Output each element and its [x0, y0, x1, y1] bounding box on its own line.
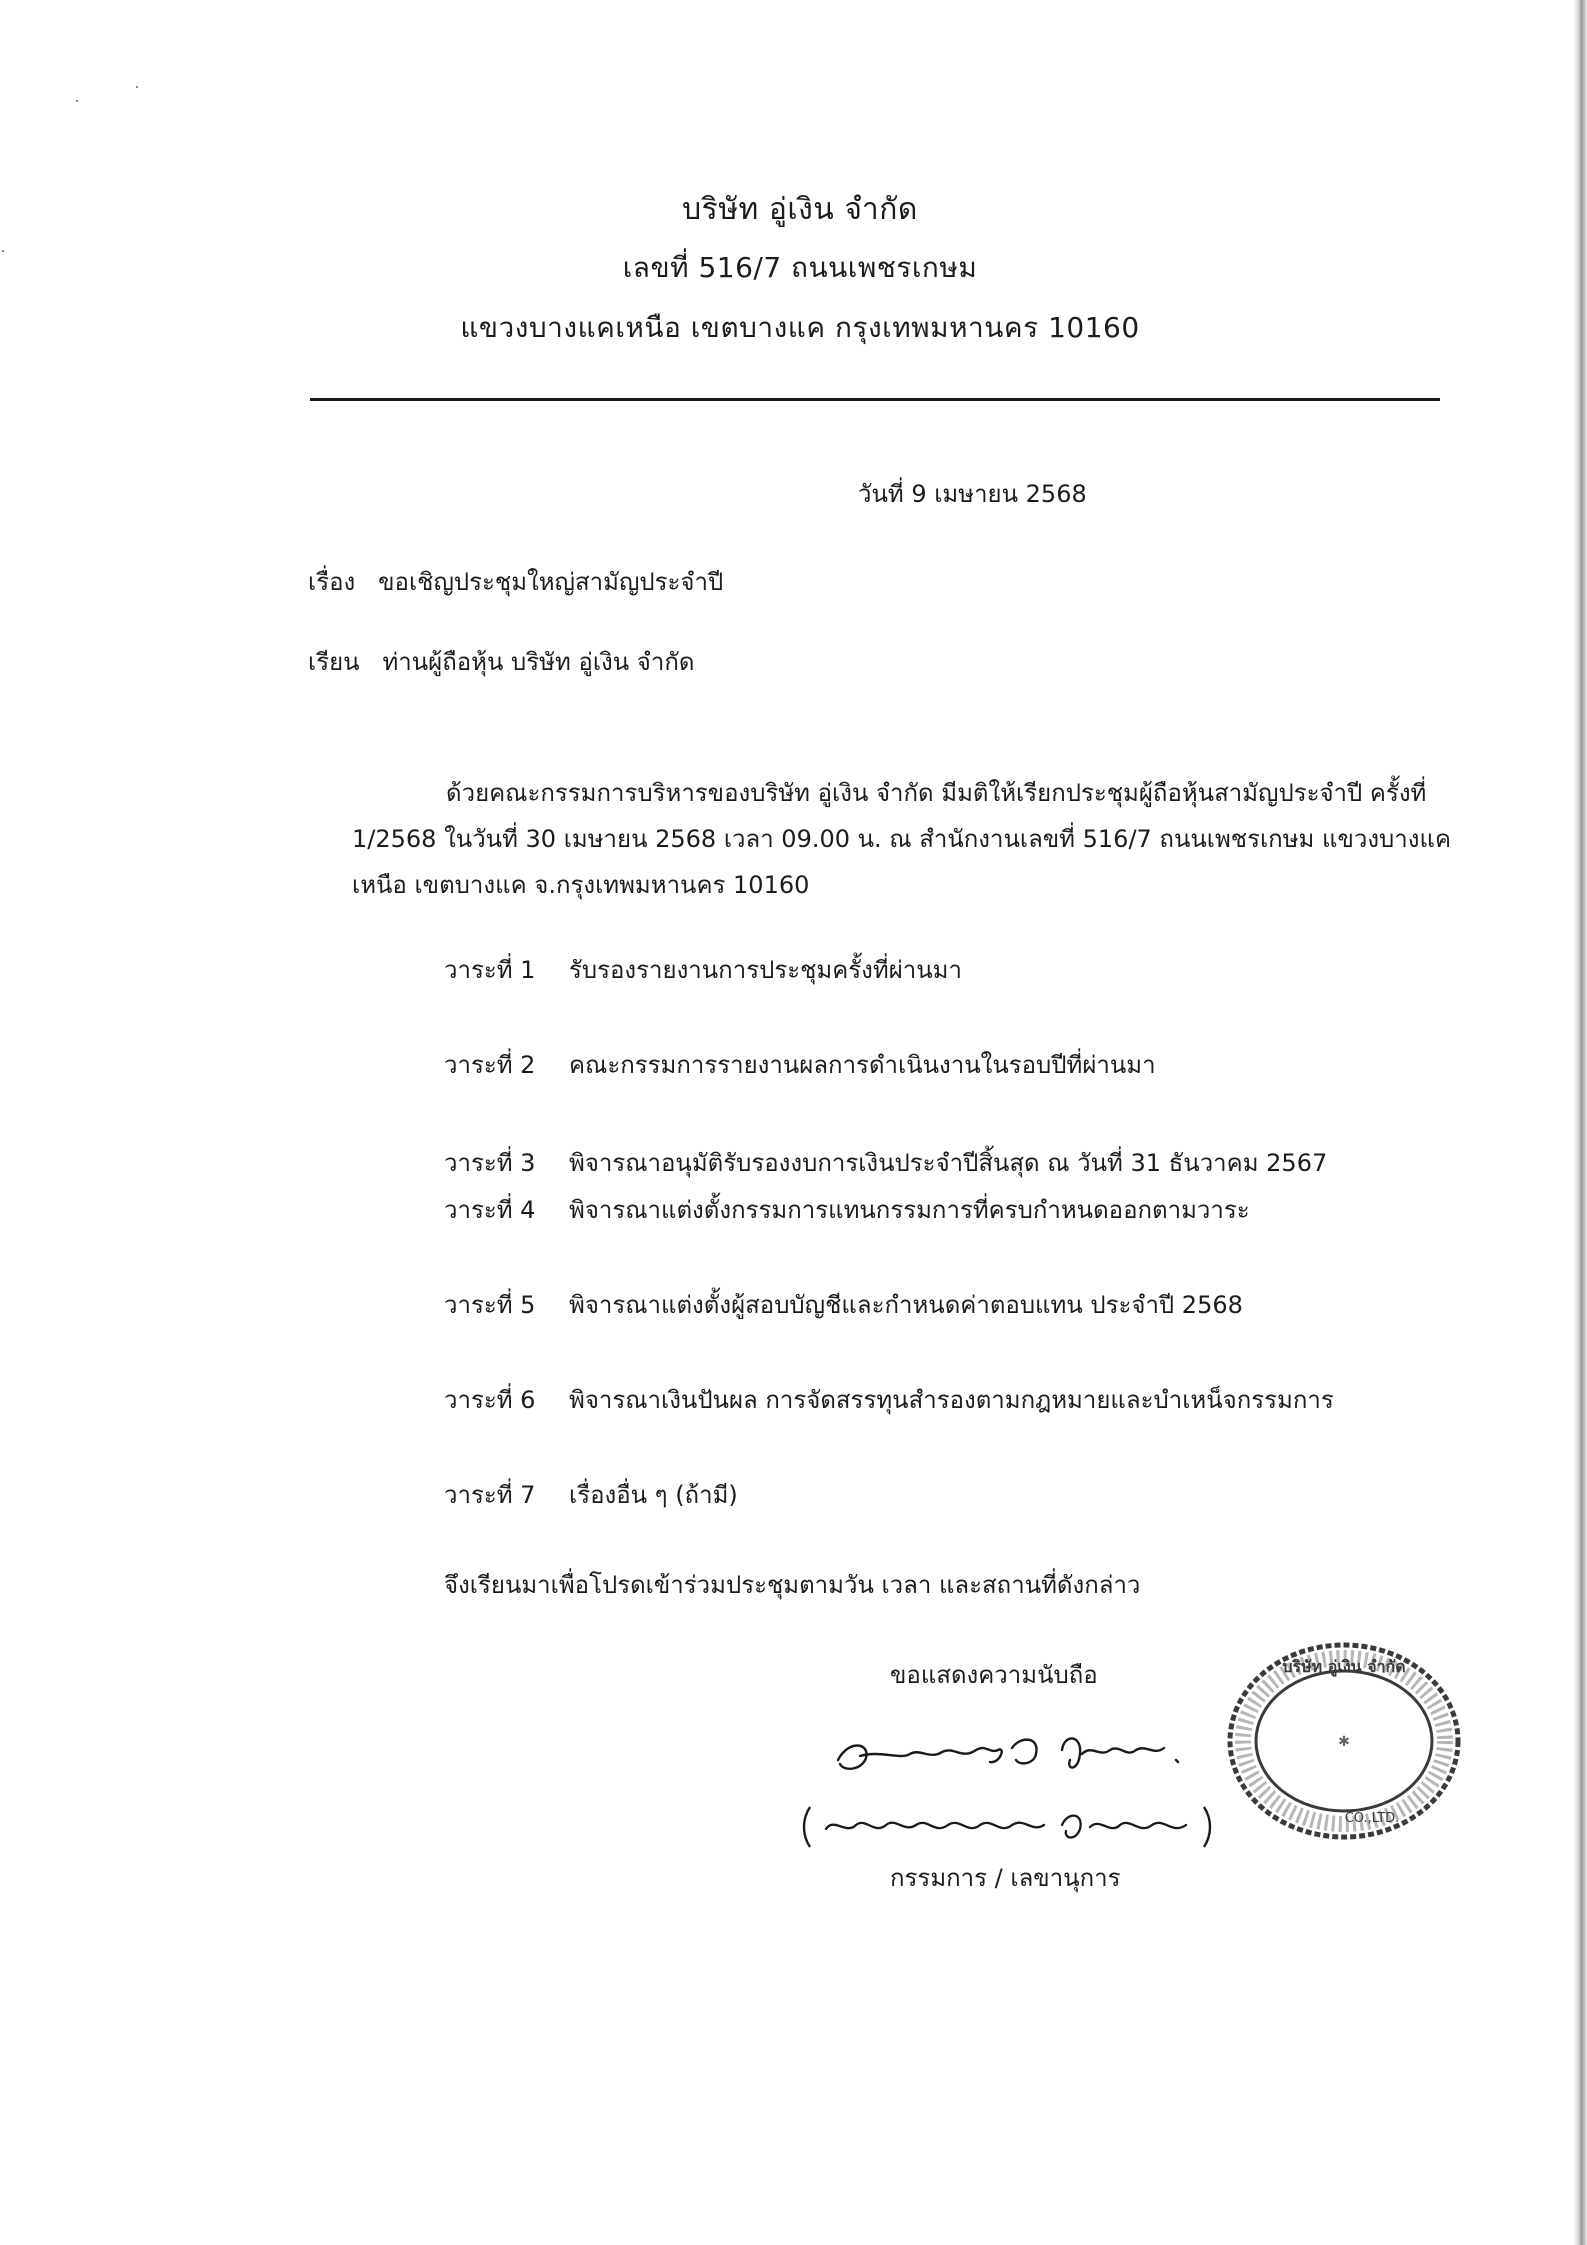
- company-address-line2: แขวงบางแคเหนือ เขตบางแค กรุงเทพมหานคร 10160: [460, 311, 1140, 344]
- agenda-item: [444, 1045, 1156, 1084]
- agenda-label: วาระที่ 4: [444, 1196, 536, 1224]
- recipient-line: [308, 642, 694, 681]
- subject-line: [308, 562, 723, 601]
- agenda-label: วาระที่ 5: [444, 1291, 536, 1319]
- agenda-item: [444, 1475, 738, 1514]
- scan-speck: [2, 250, 4, 252]
- agenda-item: [444, 1143, 1327, 1182]
- agenda-text: พิจารณาแต่งตั้งผู้สอบบัญชีและกำหนดค่าตอบแทน ประจำปี 2568: [569, 1291, 1243, 1319]
- body-line-3: เหนือ เขตบางแค จ.กรุงเทพมหานคร 10160: [352, 871, 810, 899]
- agenda-label: วาระที่ 2: [444, 1051, 536, 1079]
- handwritten-printed-name: [800, 1795, 1220, 1855]
- svg-text:✱: ✱: [1338, 1734, 1350, 1750]
- body-paragraph: [352, 770, 1462, 908]
- agenda-item: [444, 950, 962, 989]
- scan-edge: [1573, 0, 1587, 2245]
- body-line-2: 1/2568 ในวันที่ 30 เมษายน 2568 เวลา 09.00 น. ณ สำนักงานเลขที่ 516/7 ถนนเพชรเกษม แขวงบางแค: [352, 825, 1451, 853]
- letter-date: วันที่ 9 เมษายน 2568: [858, 480, 1087, 508]
- svg-text:CO.,LTD.: CO.,LTD.: [1344, 1811, 1400, 1826]
- recipient-text: ท่านผู้ถือหุ้น บริษัท อู่เงิน จำกัด: [382, 648, 695, 676]
- company-address-line1: เลขที่ 516/7 ถนนเพชรเกษม: [622, 251, 978, 284]
- svg-text:บริษัท อู่เงิน จำกัด: บริษัท อู่เงิน จำกัด: [1282, 1657, 1406, 1676]
- body-line-1: ด้วยคณะกรรมการบริหารของบริษัท อู่เงิน จำกัด มีมติให้เรียกประชุมผู้ถือหุ้นสามัญประจำปี ครั้งที่: [446, 779, 1427, 807]
- agenda-label: วาระที่ 1: [444, 956, 536, 984]
- recipient-label: เรียน: [308, 648, 360, 676]
- scan-speck: [76, 100, 78, 102]
- agenda-text: พิจารณาเงินปันผล การจัดสรรทุนสำรองตามกฎหมายและบำเหน็จกรรมการ: [569, 1386, 1334, 1414]
- agenda-label: วาระที่ 6: [444, 1386, 536, 1414]
- regards: ขอแสดงความนับถือ: [890, 1661, 1098, 1689]
- agenda-item: [444, 1285, 1243, 1324]
- agenda-text: รับรองรายงานการประชุมครั้งที่ผ่านมา: [569, 956, 962, 984]
- subject-label: เรื่อง: [308, 568, 356, 596]
- agenda-text: พิจารณาอนุมัติรับรองงบการเงินประจำปีสิ้นสุด ณ วันที่ 31 ธันวาคม 2567: [569, 1149, 1328, 1177]
- agenda-text: เรื่องอื่น ๆ (ถ้ามี): [569, 1481, 738, 1509]
- agenda-text: พิจารณาแต่งตั้งกรรมการแทนกรรมการที่ครบกำหนดออกตามวาระ: [569, 1196, 1250, 1224]
- agenda-label: วาระที่ 3: [444, 1149, 536, 1177]
- company-seal-stamp: [1222, 1632, 1466, 1850]
- agenda-item: [444, 1190, 1250, 1229]
- subject-text: ขอเชิญประชุมใหญ่สามัญประจำปี: [378, 568, 724, 596]
- closing-sentence: จึงเรียนมาเพื่อโปรดเข้าร่วมประชุมตามวัน เวลา และสถานที่ดังกล่าว: [444, 1571, 1141, 1599]
- signer-position: กรรมการ / เลขานุการ: [890, 1864, 1121, 1892]
- company-name: บริษัท อู่เงิน จำกัด: [682, 192, 918, 227]
- handwritten-signature: [830, 1720, 1230, 1790]
- agenda-item: [444, 1380, 1334, 1419]
- header-divider: [310, 398, 1440, 401]
- agenda-text: คณะกรรมการรายงานผลการดำเนินงานในรอบปีที่ผ่านมา: [569, 1051, 1156, 1079]
- agenda-label: วาระที่ 7: [444, 1481, 536, 1509]
- scan-speck: [136, 86, 138, 88]
